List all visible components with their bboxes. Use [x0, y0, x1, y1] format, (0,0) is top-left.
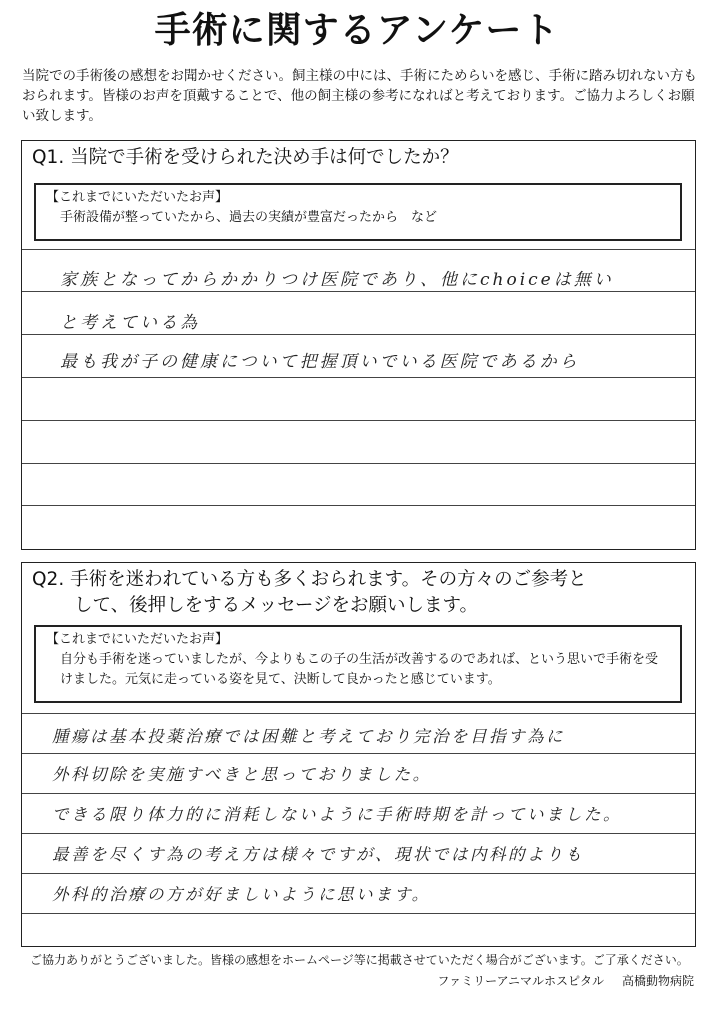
question-1-box [21, 140, 696, 550]
voice-body: 手術設備が整っていたから、過去の実績が豊富だったから など [60, 210, 438, 225]
voice-title: 【これまでにいただいたお声】 [46, 190, 229, 205]
answer-line [22, 249, 695, 250]
intro-text: 当院での手術後の感想をお聞かせください。飼主様の中には、手術にためらいを感じ、手術に踏み切れない方もおられます。皆様のお声を頂戴することで、他の飼主様の参考になればと考えております。ご協力よろしくお願い致します。 [22, 68, 697, 124]
handwritten-answer-line: 最善を尽くす為の考え方は様々ですが、現状では内科的よりも [52, 845, 584, 864]
voice-body: 自分も手術を迷っていましたが、今よりもこの子の生活が改善するのであれば、という思いで手術を受けました。元気に走っている姿を見て、決断して良かったと感じています。 [60, 652, 659, 687]
answer-line [22, 913, 695, 914]
question-2-title-line2: して、後押しをするメッセージをお願いします。 [74, 595, 479, 616]
question-2-title-line1: Q2. 手術を迷われている方も多くおられます。その方々のご参考と [32, 569, 587, 590]
answer-line [22, 713, 695, 714]
answer-line [22, 505, 695, 506]
handwritten-answer-line: 外科切除を実施すべきと思っておりました。 [52, 765, 432, 784]
question-2-voice-box [34, 625, 682, 703]
handwritten-answer-line: 最も我が子の健康について把握頂いでいる医院であるから [60, 352, 580, 372]
handwritten-answer-line: 腫瘍は基本投薬治療では困難と考えており完治を目指す為に [52, 727, 565, 746]
question-1-title: Q1. 当院で手術を受けられた決め手は何でしたか？ [32, 147, 459, 168]
answer-line [22, 873, 695, 874]
handwritten-answer-line: と考えている為 [60, 313, 200, 333]
clinic-name: 高橋動物病院 [621, 974, 694, 988]
answer-line [22, 463, 695, 464]
answer-line [22, 833, 695, 834]
thank-you-note: ご協力ありがとうございました。皆様の感想をホームページ等に掲載させていただく場合がございます。ご了承ください。 [30, 953, 689, 967]
answer-line [22, 753, 695, 754]
answer-line [22, 291, 695, 292]
handwritten-answer-line: 外科的治療の方が好ましいように思います。 [52, 885, 431, 904]
page-title: 手術に関するアンケート [154, 10, 560, 51]
answer-line [22, 377, 695, 378]
question-2-title [32, 567, 587, 619]
answer-line [22, 334, 695, 335]
question-1-voice-box [34, 183, 682, 241]
voice-title: 【これまでにいただいたお声】 [46, 632, 229, 647]
hospital-name: ファミリーアニマルホスピタル [437, 974, 604, 988]
footer [419, 972, 694, 990]
handwritten-answer-line: できる限り体力的に消耗しないように手術時期を計っていました。 [52, 805, 622, 824]
answer-line [22, 793, 695, 794]
question-2-box [21, 562, 696, 947]
answer-line [22, 420, 695, 421]
handwritten-answer-line: 家族となってからかかりつけ医院であり、他にchoiceは無い [60, 270, 614, 290]
